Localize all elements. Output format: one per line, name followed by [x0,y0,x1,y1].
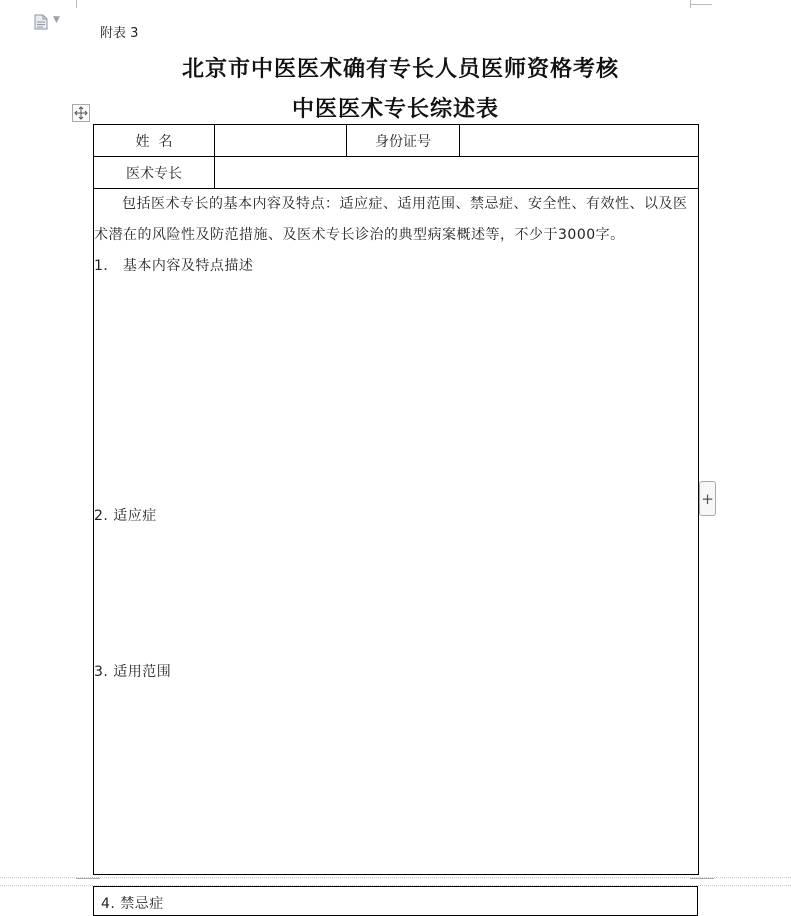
next-page-table [93,886,698,916]
summary-form-table [93,124,699,875]
page-corner-mark [690,4,712,5]
specialty-label: 医术专长 [94,157,215,189]
document-subtitle: 中医医术专长综述表 [291,96,499,122]
page-break [0,877,791,886]
name-field[interactable] [215,125,347,157]
document-title: 北京市中医医术确有专长人员医师资格考核 [181,56,619,82]
instructions-text: 包括医术专长的基本内容及特点：适应症、适用范围、禁忌症、安全性、有效性、以及医术潜在的风险性及防范措施、及医术专长诊治的典型病案概述等，不少于3000字。 [94,196,688,243]
section-heading: 1． 基本内容及特点描述 [94,258,254,274]
section-heading: 3. 适用范围 [94,664,172,680]
add-row-button[interactable] [699,481,716,516]
name-label: 姓 名 [94,125,215,157]
section-heading: 2. 适应症 [94,508,157,524]
chevron-down-icon[interactable]: ▼ [53,15,60,25]
table-row [94,157,699,189]
page-corner-mark [76,0,77,8]
plus-icon: + [701,489,714,508]
document-icon[interactable] [34,14,48,30]
id-number-field[interactable] [460,125,699,157]
page-corner-mark [690,878,714,879]
section-heading: 4. 禁忌症 [101,896,164,912]
table-row [94,125,699,157]
appendix-label: 附表 3 [100,26,139,41]
move-cross-arrows-icon [74,106,88,120]
specialty-field[interactable] [215,157,699,189]
summary-content-cell[interactable] [94,189,699,875]
table-row [94,189,699,875]
table-move-handle[interactable] [72,104,90,122]
id-number-label: 身份证号 [347,125,460,157]
page-corner-mark [76,878,100,879]
